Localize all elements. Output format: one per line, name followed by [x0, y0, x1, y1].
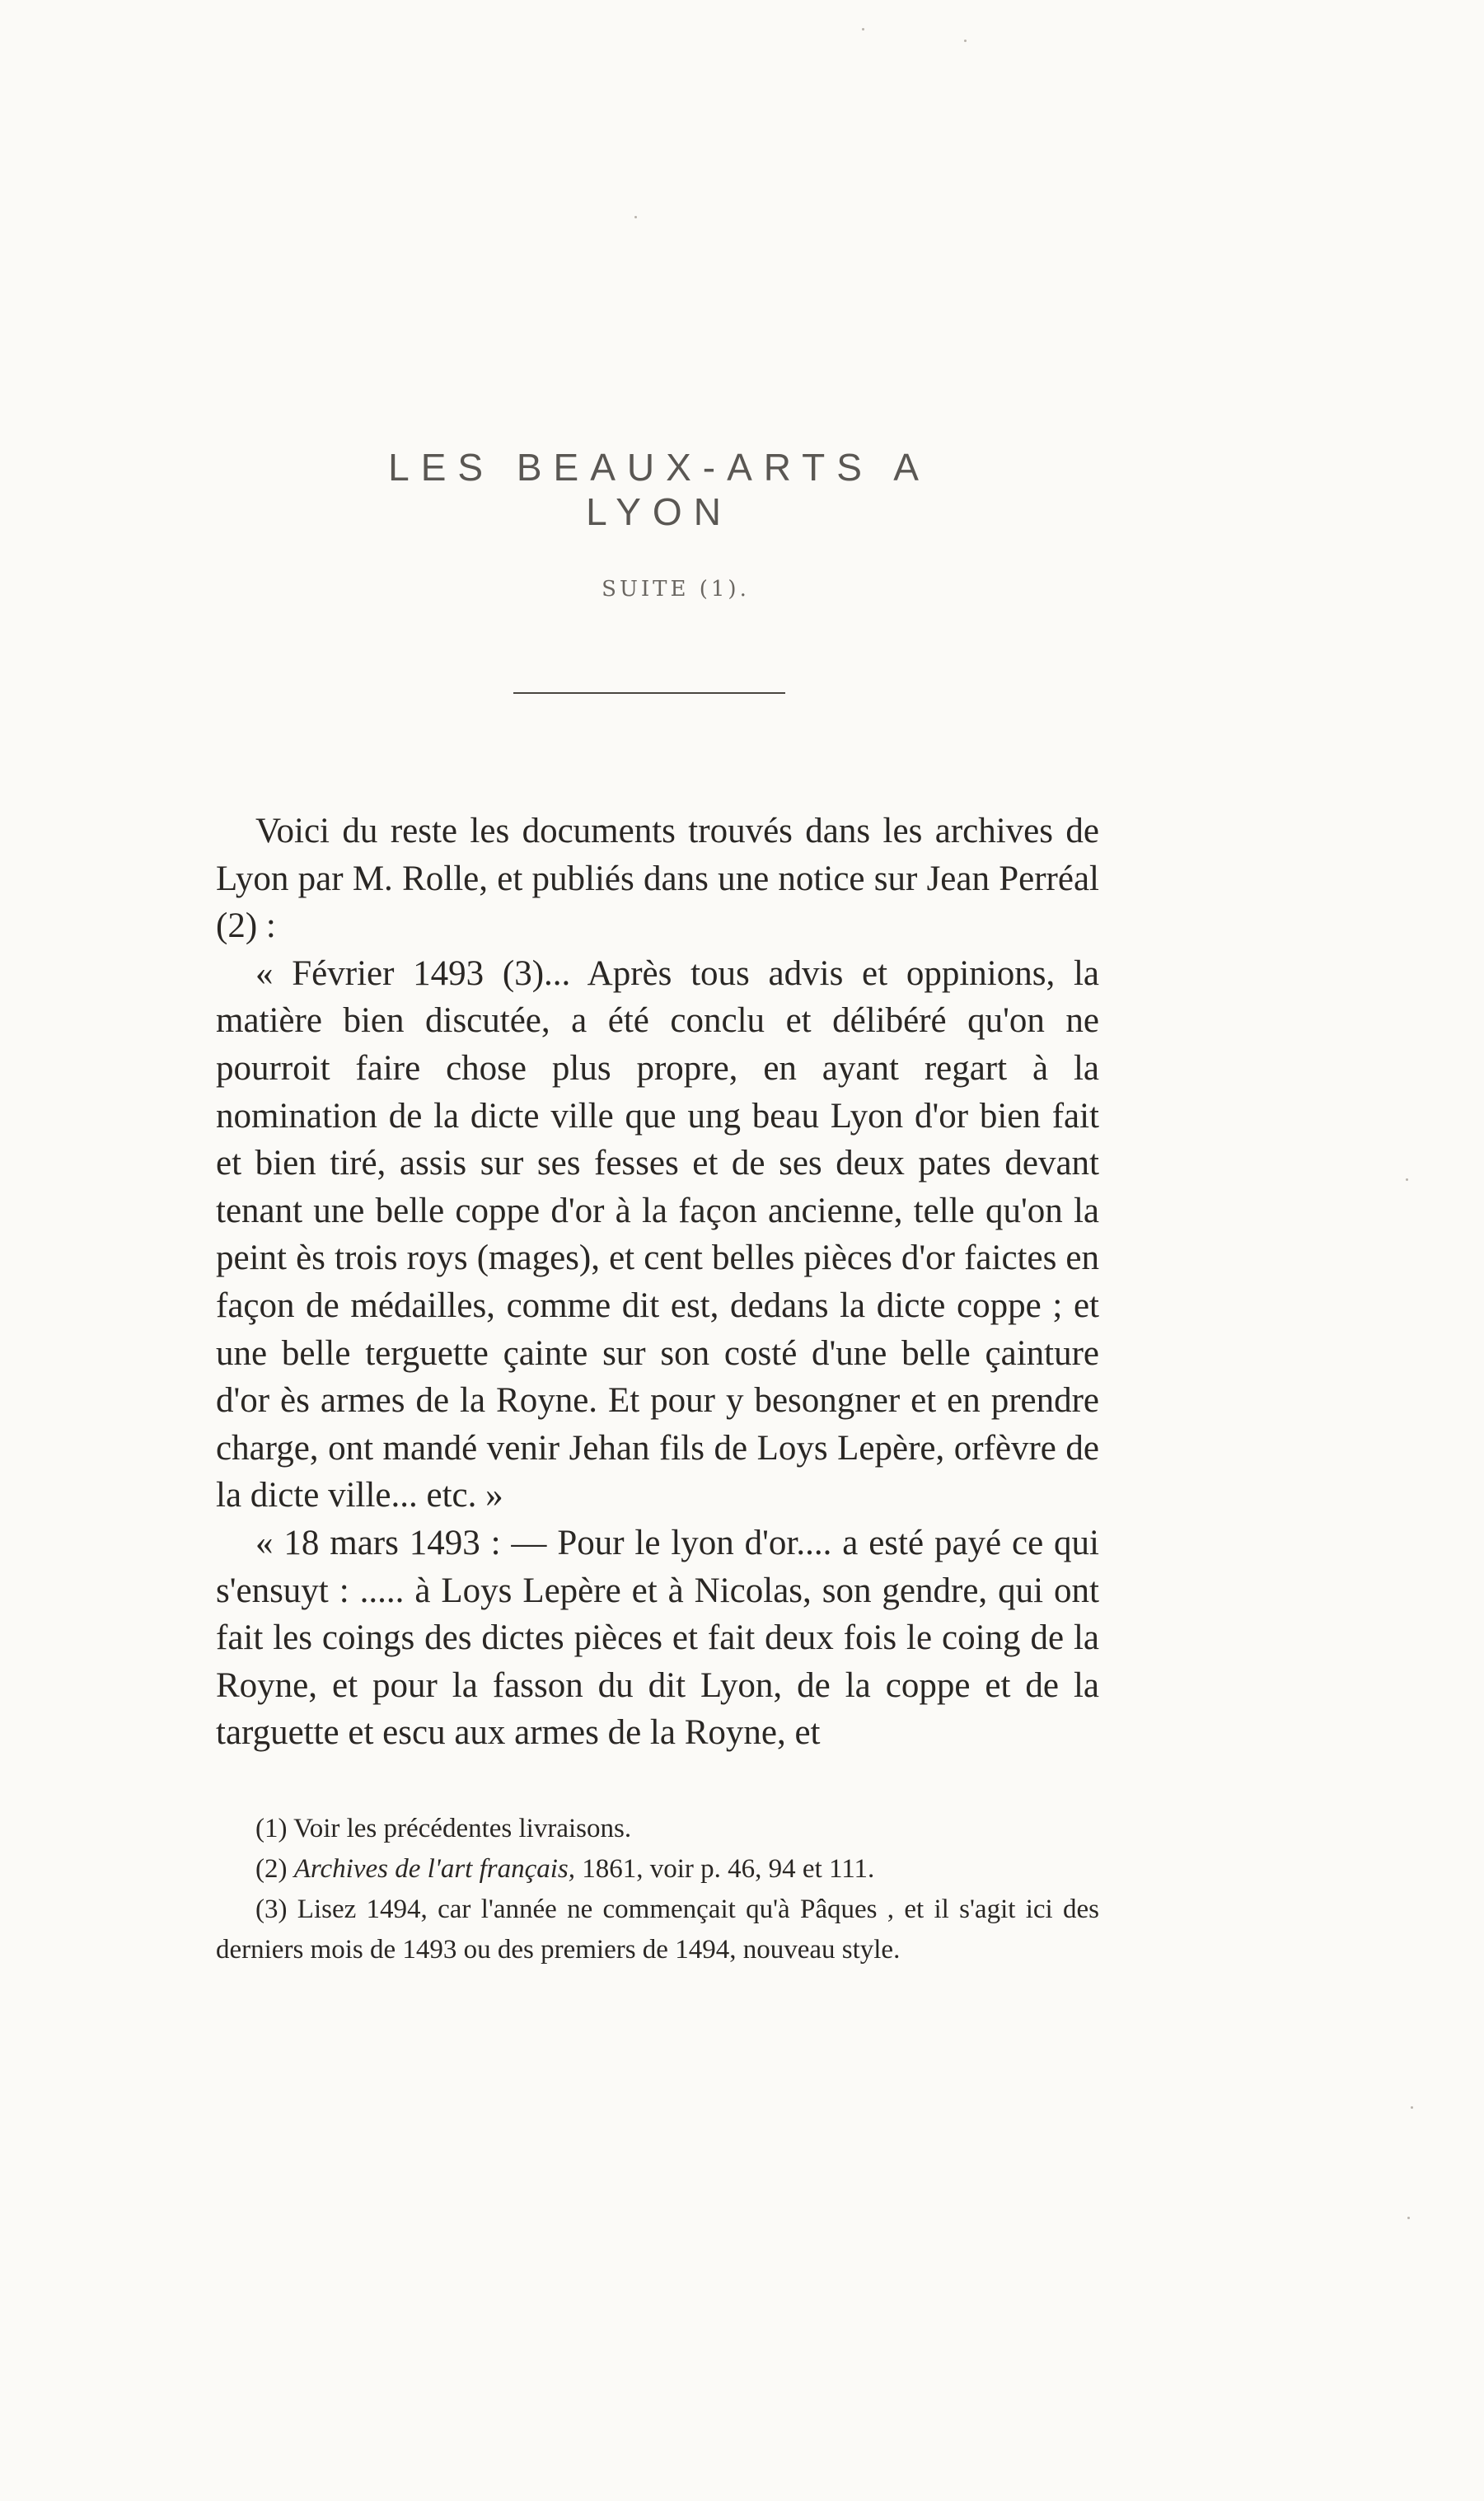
title-divider — [513, 692, 785, 694]
paper-speck — [634, 216, 637, 218]
paper-speck — [1407, 2217, 1410, 2219]
footnote-2-source: Archives de l'art français, — [293, 1854, 576, 1884]
footnote-1: (1) Voir les précédentes livraisons. — [255, 1814, 632, 1843]
page-title: LES BEAUX-ARTS A LYON — [388, 446, 930, 533]
body-text — [216, 808, 1099, 1757]
paper-speck — [964, 40, 967, 42]
footnote-2 — [216, 1849, 1099, 1890]
paragraph-2: « Février 1493 (3)... Après tous advis et oppinions, la matière bien discutée, a été conclu et délibéré qu'on ne pourroit faire chose plus propre, en ayant regart à la nomination de la dicte ville que ung beau Lyon d'or bien fait et bien tiré, assis sur ses fesses et de ses deux pates devant tenant une belle coppe d'or à la façon ancienne, telle qu'on la peint ès trois roys (mages), et cent belles pièces d'or faictes en façon de médailles, comme dit est, dedans la dicte coppe ; et une belle terguette çainte sur son costé d'une belle çainture d'or ès armes de la Royne. Et pour y besongner et en prendre charge, ont mandé venir Jehan fils de Loys Lepère, orfèvre de la dicte ville... etc. » — [216, 953, 1099, 1515]
paper-speck — [1411, 2106, 1413, 2109]
footnote-2-number: (2) — [255, 1854, 294, 1884]
paper-speck — [1406, 1178, 1408, 1181]
paper-speck — [862, 28, 864, 30]
footnote-3: (3) Lisez 1494, car l'année ne commençait qu'à Pâques , et il s'agit ici des derniers mois de 1493 ou des premiers de 1494, nouveau style. — [216, 1894, 1099, 1965]
footnotes — [216, 1809, 1099, 1970]
page-subtitle: SUITE (1). — [602, 577, 750, 602]
footnote-2-detail: 1861, voir p. 46, 94 et 111. — [575, 1854, 875, 1884]
paragraph-3: « 18 mars 1493 : — Pour le lyon d'or.... a esté payé ce qui s'ensuyt : ..... à Loys Lepère et à Nicolas, son gendre, qui ont fait les coings des dictes pièces et fait deux fois le coing de la Royne, et pour la fasson du dit Lyon, de la coppe et de la targuette et escu aux armes de la Royne, et — [216, 1523, 1099, 1753]
paragraph-1: Voici du reste les documents trouvés dans les archives de Lyon par M. Rolle, et publiés dans une notice sur Jean Perréal (2) : — [216, 812, 1099, 946]
